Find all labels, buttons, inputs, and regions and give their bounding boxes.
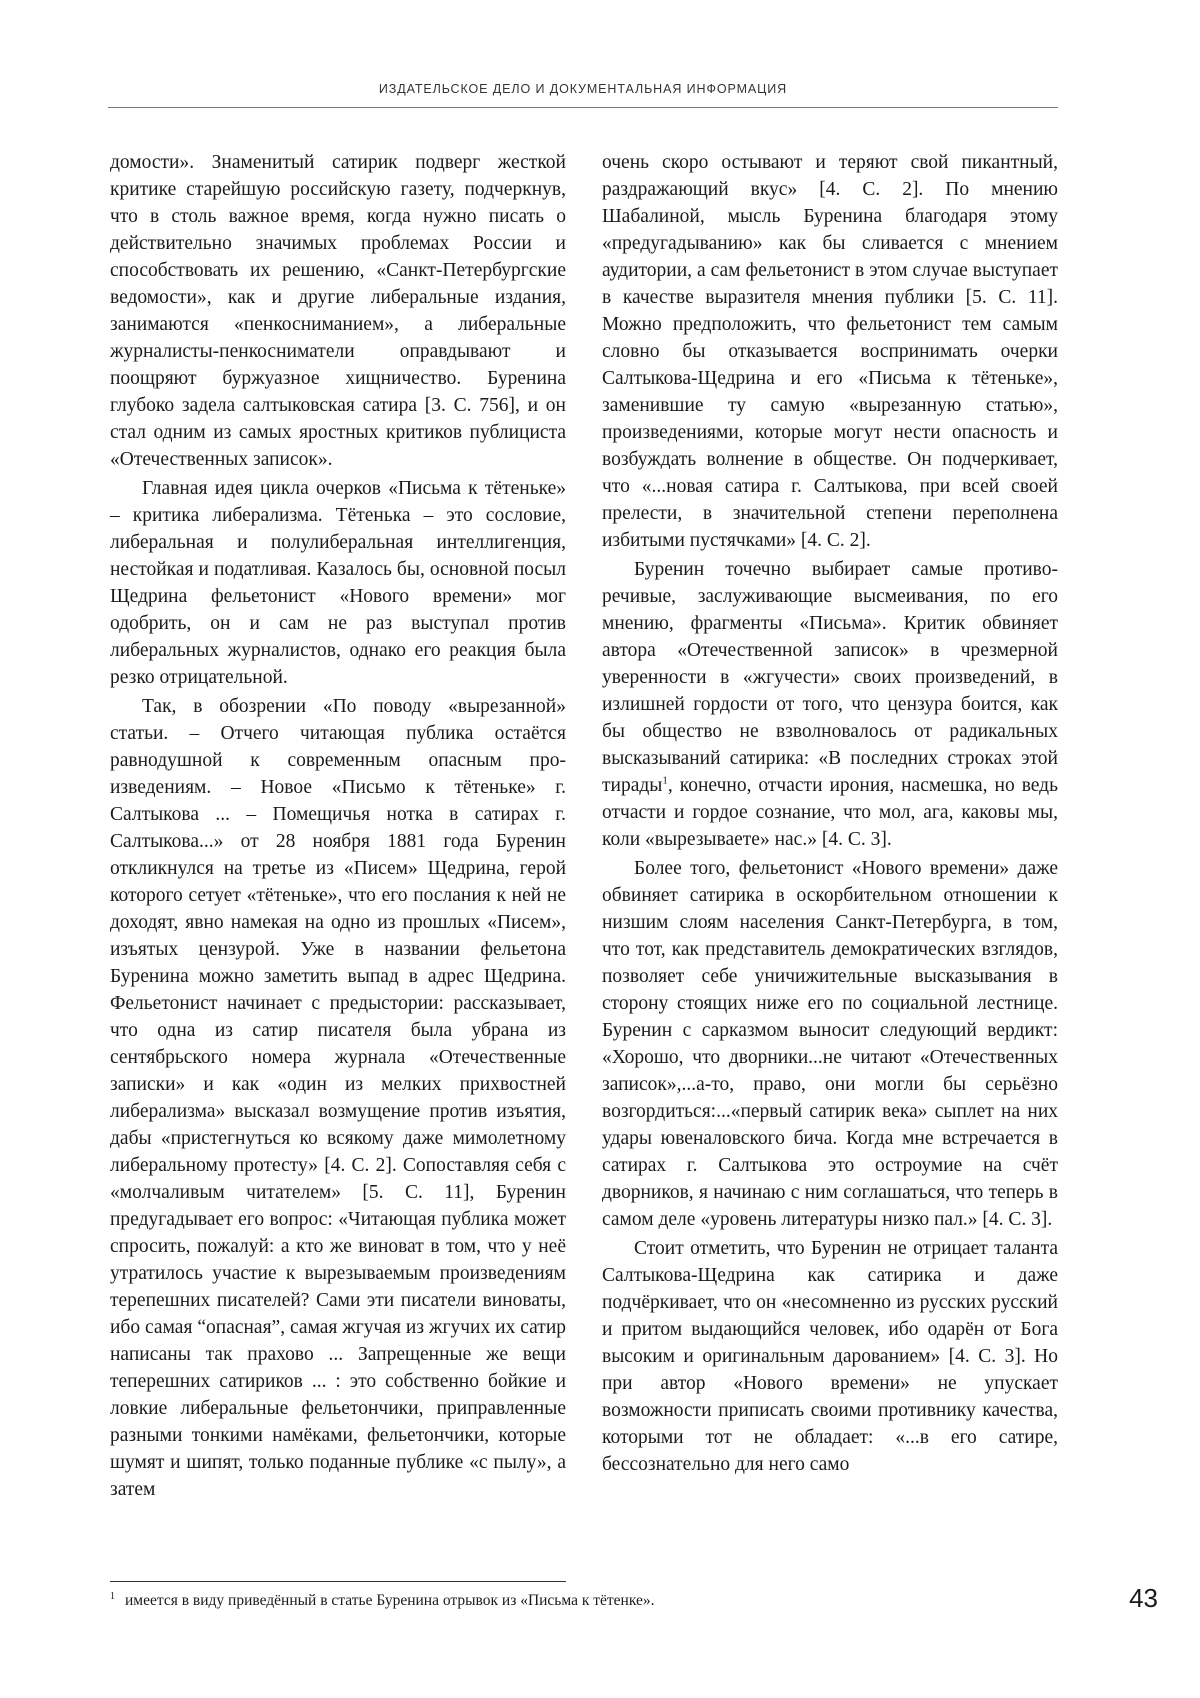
page-number: 43 [1129,1583,1158,1613]
left-paragraph-3: Так, в обозрении «По поводу «вырезанной» статьи. – Отчего читающая публика остаётся равнодушной к современным опасным произведениям. – Новое «Письмо к тётеньке» г. Салтыкова ... – Помещичья нотка в сатирах г. Салтыкова...» от 28 ноября 1881 года Буренин откликнулся на третье из «Писем» Щедрина, герой которого сетует «тётеньке», что его послания к ней не доходят, явно намекая на одно из прошлых «Писем», изъятых цензурой. Уже в названии фельетона Буренина можно заметить выпад в адрес Щедрина. Фельетонист начинает с предыстории: рассказывает, что одна из сатир писателя была убрана из сентябрьского номера журнала «Отечественные записки» и как «один из мелких прихвостней либерализма» высказал возмущение против изъятия, дабы «пристегнуться ко всякому даже мимолетному либеральному протесту» [4. С. 2]. Сопоставляя себя с «молчаливым читателем» [5. С. 11], Буренин предугадывает его вопрос: «Читающая публика может спросить, пожалуй: а кто же виноват в том, что у неё утратилось участие к вырезываемым произведениям терепешних писателей? Сами эти писатели виноваты, ибо самая “опасная”, самая жгучая из жгучих их сатир написаны так прахово ... Запрещенные же вещи теперешних сатириков ... : это собственно бойкие и ловкие либеральные фельетончики, приправленные разными тонкими намёками, фельетончики, которые шумят и шипят, только поданные публике «с пылу», а затем [110,696,566,1500]
footnote [110,1591,910,1611]
right-paragraph-3: Более того, фельетонист «Нового времени» даже обвиняет сатирика в оскорбительном отношении к низшим слоям населения Санкт-Петербурга, в том, что тот, как представитель демократических взглядов, позволяет себе уничижительные высказывания в сторону стоящих ниже его по социальной лестнице. Буренин с сарказмом выносит следующий вердикт: «Хорошо, что дворники...не читают «Отечественных записок»,...а-то, право, они могли бы серьёзно возгордиться:...«первый сатирик века» сыплет на них удары ювеналовского бича. Когда мне встречается в сатирах г. Салтыкова это остроумие на счёт дворников, я начинаю с ним соглашаться, что теперь в самом деле «уровень литературы низко пал.» [4. С. 3]. [602,858,1058,1230]
footnote-reference[interactable]: 1 [662,774,668,787]
left-paragraph-2: Главная идея цикла очерков «Письма к тётеньке» – критика либерализма. Тётенька – это сословие, либеральная и полулиберальная интеллигенция, нестойкая и податливая. Казалось бы, основной посыл Щедрина фельетонист «Нового времени» мог одобрить, он и сам не раз выступал против либеральных журналистов, однако его реакция была резко отрицательной. [110,478,566,688]
footnote-text: имеется в виду приведённый в статье Буренина отрывок из «Письма к тётенке». [125,1592,655,1609]
left-column [110,149,566,1503]
footnote-rule [110,1581,566,1582]
right-paragraph-4: Стоит отметить, что Буренин не отрицает таланта Салтыкова-Щедрина как сатирика и даже подчёркивает, что он «несомненно из русских русский и притом выдающийся человек, ибо одарён от Бога высоким и оригинальным дарованием» [4. С. 3]. Но при автор «Нового времени» не упускает возможности приписать своими противнику качества, которыми тот не обладает: «...в его сатире, бессознательно для него само [602,1238,1058,1475]
right-column [602,149,1058,1478]
right-paragraph-1: очень скоро остывают и теряют свой пикантный, раздражающий вкус» [4. С. 2]. По мнению Шабалиной, мысль Буренина благодаря этому «предугадыванию» как бы сливается с мнением аудитории, а сам фельетонист в этом случае выступает в качестве выразителя мнения публики [5. С. 11]. Можно предположить, что фельетонист тем самым словно бы отказывается воспринимать очерки Салтыкова-Щедрина и его «Письма к тётеньке», заменившие ту самую «вырезанную статью», произведениями, которые могут нести опасность и возбуждать волнение в обществе. Он подчеркивает, что «...новая сатира г. Салтыкова, при всей своей прелести, в значительной степени переполнена избитыми пустячками» [4. С. 2]. [602,152,1058,551]
right-paragraph-2-text-a: Буренин точечно выбирает самые противоречивые, заслуживающие высмеивания, по его мнению, фрагменты «Письма». Критик обвиняет автора «Отечественной записок» в чрезмерной уверенности в «жгучести» своих произведений, в излишней гордости от того, что цензура боится, как бы общество не взволновалось от радикальных высказываний сатирика: «В последних строках этой тирады [602,559,1058,796]
footnote-mark: 1 [110,1590,115,1602]
right-paragraph-2 [602,556,1058,853]
left-paragraph-1: домости». Знаменитый сатирик подверг жесткой критике старейшую российскую газету, подчеркнув, что в столь важное время, когда нужно писать о действительно значимых проблемах России и способствовать их решению, «Санкт-Петербургские ведомости», как и другие либеральные издания, занимаются «пенкосниманием», а либеральные журналисты-пенкосниматели оправдывают и поощряют буржуазное хищничество. Буренина глубоко задела салтыковская сатира [3. С. 756], и он стал одним из самых яростных критиков публициста «Отечественных записок». [110,152,566,470]
header-rule [108,107,1058,108]
right-paragraph-2-text-b: , конечно, отчасти ирония, насмешка, но ведь отчасти и гордое сознание, что мол, ага, каковы мы, коли «вырезываете» нас.» [4. С. 3]. [602,775,1058,850]
running-header: ИЗДАТЕЛЬСКОЕ ДЕЛО И ДОКУМЕНТАЛЬНАЯ ИНФОРМАЦИЯ [378,82,788,96]
